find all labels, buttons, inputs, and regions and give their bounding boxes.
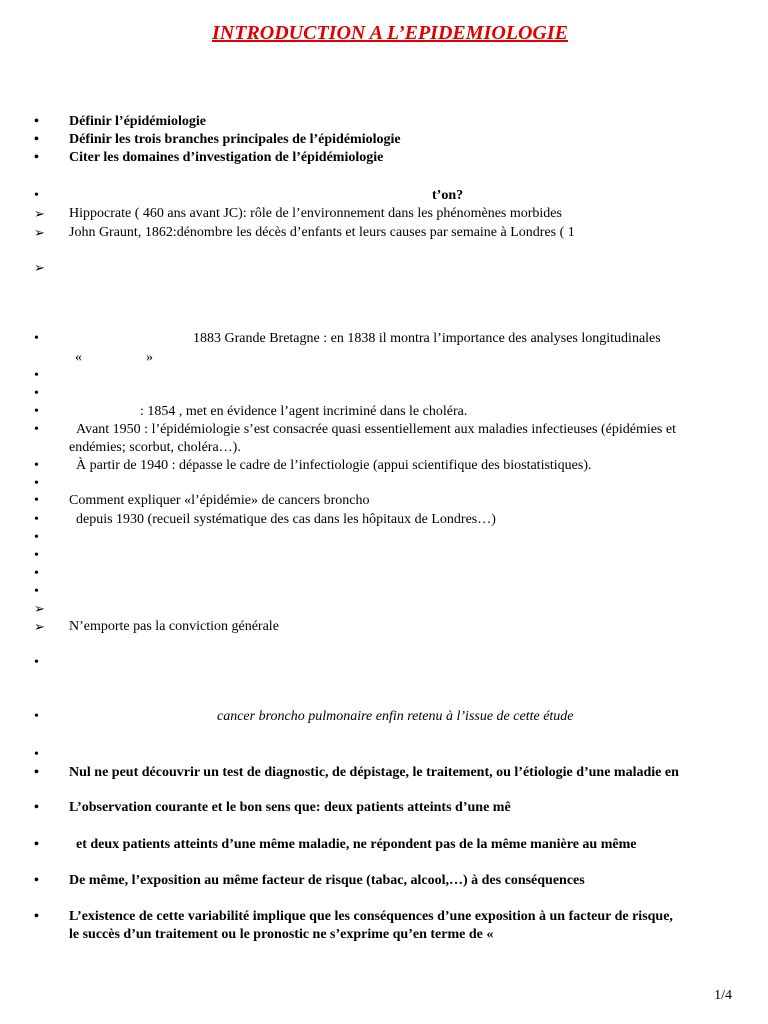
history-text: endémies; scorbut, choléra…).	[69, 440, 241, 455]
question-fragment: t’on?	[432, 188, 464, 203]
history-text: À partir de 1940 : dépasse le cadre de l’infectiologie (appui scientifique des biostatistiques).	[76, 458, 592, 473]
principle-text: et deux patients atteints d’une même maladie, ne répondent pas de la même manière au même	[76, 837, 637, 852]
page-title: INTRODUCTION A L’EPIDEMIOLOGIE	[212, 22, 568, 44]
history-text: depuis 1930 (recueil systématique des cas dans les hôpitaux de Londres…)	[76, 512, 496, 527]
history-text: Avant 1950 : l’épidémiologie s’est consacrée quasi essentiellement aux maladies infectieuses (épidémies et	[76, 422, 676, 437]
bullet-icon: •	[34, 458, 39, 473]
history-text: Hippocrate ( 460 ans avant JC): rôle de l’environnement dans les phénomènes morbides	[69, 206, 562, 221]
history-text: cancer broncho pulmonaire enfin retenu à l’issue de cette étude	[217, 709, 574, 724]
bullet-icon: •	[34, 476, 39, 491]
bullet-icon: •	[34, 512, 39, 527]
bullet-icon: •	[34, 548, 39, 563]
arrow-bullet-icon: ➢	[34, 601, 45, 616]
history-text: John Graunt, 1862:dénombre les décès d’enfants et leurs causes par semaine à Londres ( 1	[69, 225, 575, 240]
history-text: Comment expliquer «l’épidémie» de cancers broncho	[69, 493, 370, 508]
bullet-icon: •	[34, 655, 39, 670]
objective-text: Définir l’épidémiologie	[69, 114, 206, 129]
bullet-icon: •	[34, 765, 39, 780]
arrow-bullet-icon: ➢	[34, 619, 45, 634]
bullet-icon: •	[34, 150, 39, 165]
bullet-icon: •	[34, 422, 39, 437]
history-text: : 1854 , met en évidence l’agent incriminé dans le choléra.	[140, 404, 468, 419]
bullet-icon: •	[34, 566, 39, 581]
principle-text: Nul ne peut découvrir un test de diagnostic, de dépistage, le traitement, ou l’étiologie d’une maladie en	[69, 765, 679, 780]
arrow-bullet-icon: ➢	[34, 225, 45, 240]
principle-text: L’existence de cette variabilité implique que les conséquences d’une exposition à un facteur de risque,	[69, 909, 673, 924]
bullet-icon: •	[34, 873, 39, 888]
bullet-icon: •	[34, 837, 39, 852]
bullet-icon: •	[34, 909, 39, 924]
bullet-icon: •	[34, 747, 39, 762]
principle-text: le succès d’un traitement ou le pronostic ne s’exprime qu’en terme de «	[69, 927, 494, 942]
bullet-icon: •	[34, 530, 39, 545]
bullet-icon: •	[34, 331, 39, 346]
bullet-icon: •	[34, 709, 39, 724]
quote-open: «	[75, 350, 82, 365]
arrow-bullet-icon: ➢	[34, 260, 45, 275]
history-text: N’emporte pas la conviction générale	[69, 619, 279, 634]
bullet-icon: •	[34, 404, 39, 419]
bullet-icon: •	[34, 188, 39, 203]
bullet-icon: •	[34, 584, 39, 599]
bullet-icon: •	[34, 386, 39, 401]
history-text: 1883 Grande Bretagne : en 1838 il montra l’importance des analyses longitudinales	[193, 331, 661, 346]
principle-text: De même, l’exposition au même facteur de risque (tabac, alcool,…) à des conséquences	[69, 873, 585, 888]
bullet-icon: •	[34, 132, 39, 147]
arrow-bullet-icon: ➢	[34, 206, 45, 221]
objective-text: Définir les trois branches principales de l’épidémiologie	[69, 132, 401, 147]
bullet-icon: •	[34, 114, 39, 129]
quote-close: »	[146, 350, 153, 365]
principle-text: L’observation courante et le bon sens que: deux patients atteints d’une mê	[69, 800, 511, 815]
page-number: 1/4	[714, 988, 732, 1003]
bullet-icon: •	[34, 493, 39, 508]
objective-text: Citer les domaines d’investigation de l’épidémiologie	[69, 150, 384, 165]
bullet-icon: •	[34, 800, 39, 815]
bullet-icon: •	[34, 368, 39, 383]
